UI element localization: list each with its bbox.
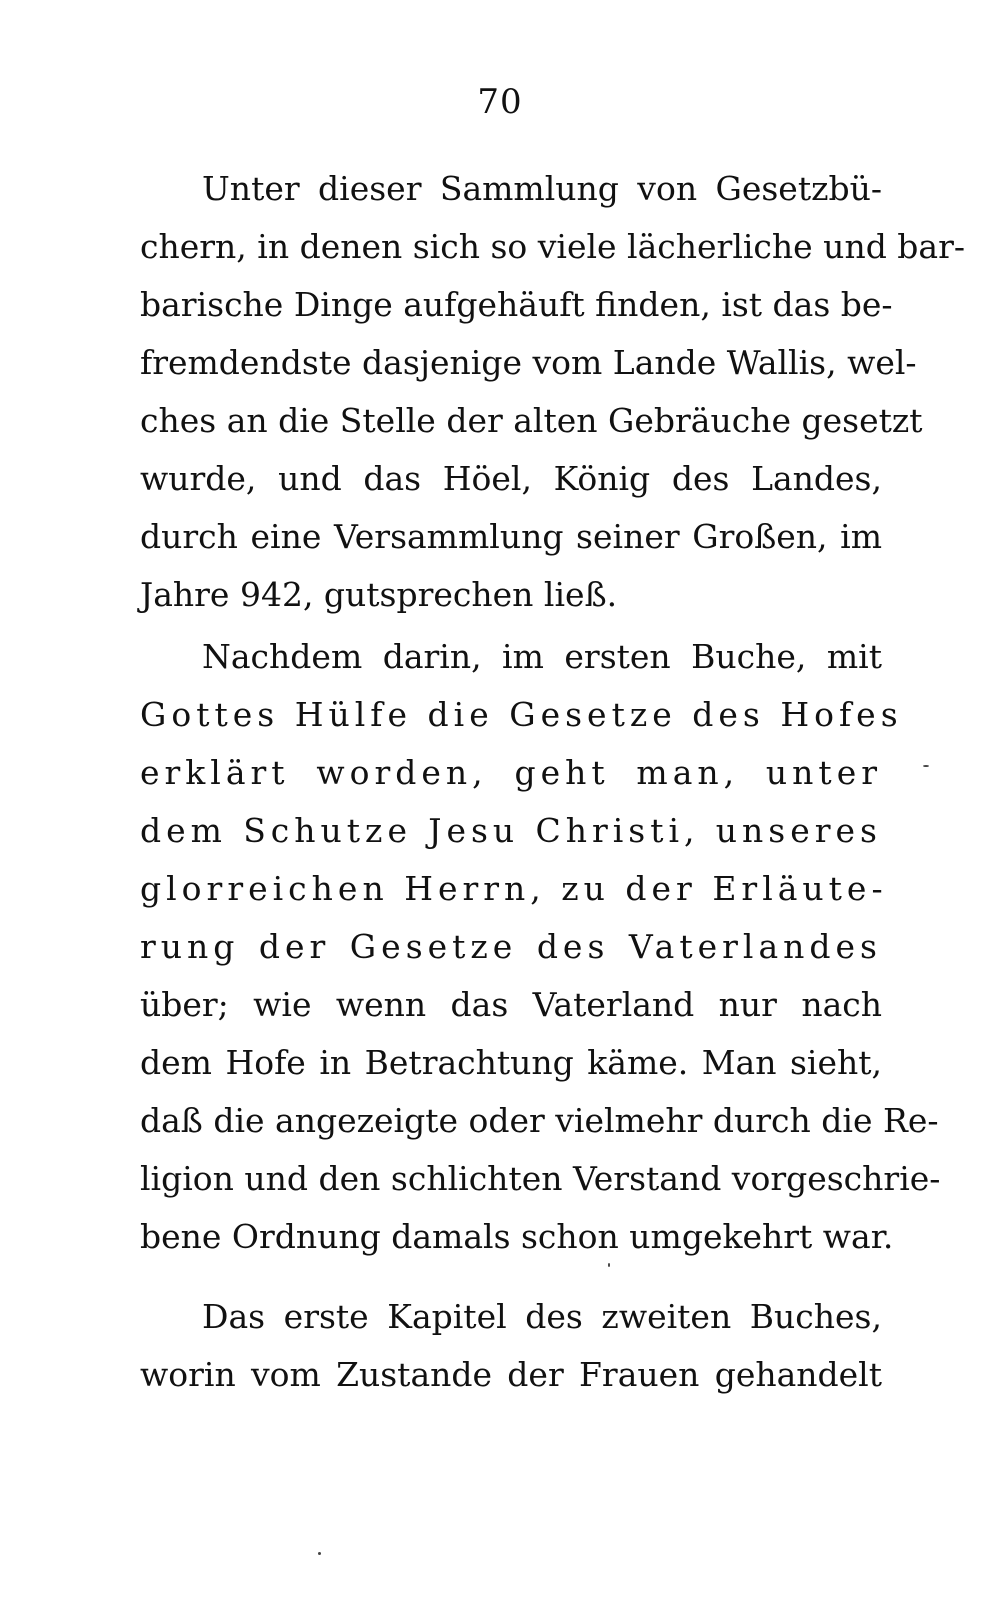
paragraph-1 (140, 160, 966, 624)
text-line: Nachdem darin, im ersten Buche, mit (202, 637, 882, 676)
text-line: daß die angezeigte oder vielmehr durch die Re- (140, 1101, 939, 1140)
text-line: fremdendste dasjenige vom Lande Wallis, wel- (140, 343, 917, 382)
text-line: Gottes Hülfe die Gesetze des Hofes (140, 695, 903, 734)
text-line: barische Dinge aufgehäuft finden, ist das be- (140, 285, 893, 324)
text-line: ligion und den schlichten Verstand vorgeschrie- (140, 1159, 941, 1198)
paragraph-3 (140, 1288, 882, 1404)
text-line: worin vom Zustande der Frauen gehandelt (140, 1355, 882, 1394)
text-line: rung der Gesetze des Vaterlandes (140, 927, 882, 966)
page-number: 70 (477, 82, 523, 122)
text-line: über; wie wenn das Vaterland nur nach (140, 985, 882, 1024)
text-line: bene Ordnung damals schon umgekehrt war. (140, 1217, 894, 1256)
text-line: Das erste Kapitel des zweiten Buches, (202, 1297, 882, 1336)
text-line: dem Schutze Jesu Christi, unseres (140, 811, 882, 850)
text-line: erklärt worden, geht man, unter (140, 753, 882, 792)
text-line: ches an die Stelle der alten Gebräuche gesetzt (140, 401, 923, 440)
text-line: durch eine Versammlung seiner Großen, im (140, 517, 882, 556)
print-speck (923, 765, 929, 767)
text-line: dem Hofe in Betrachtung käme. Man sieht, (140, 1043, 882, 1082)
text-line: chern, in denen sich so viele lächerliche und bar- (140, 227, 966, 266)
text-line: glorreichen Herrn, zu der Erläute- (140, 869, 888, 908)
text-line: wurde, und das Höel, König des Landes, (140, 459, 882, 498)
text-line: Jahre 942, gutsprechen ließ. (140, 575, 618, 614)
paragraph-2 (140, 628, 941, 1266)
text-line: Unter dieser Sammlung von Gesetzbü- (202, 169, 882, 208)
print-speck (608, 1263, 610, 1267)
print-speck (318, 1552, 321, 1555)
